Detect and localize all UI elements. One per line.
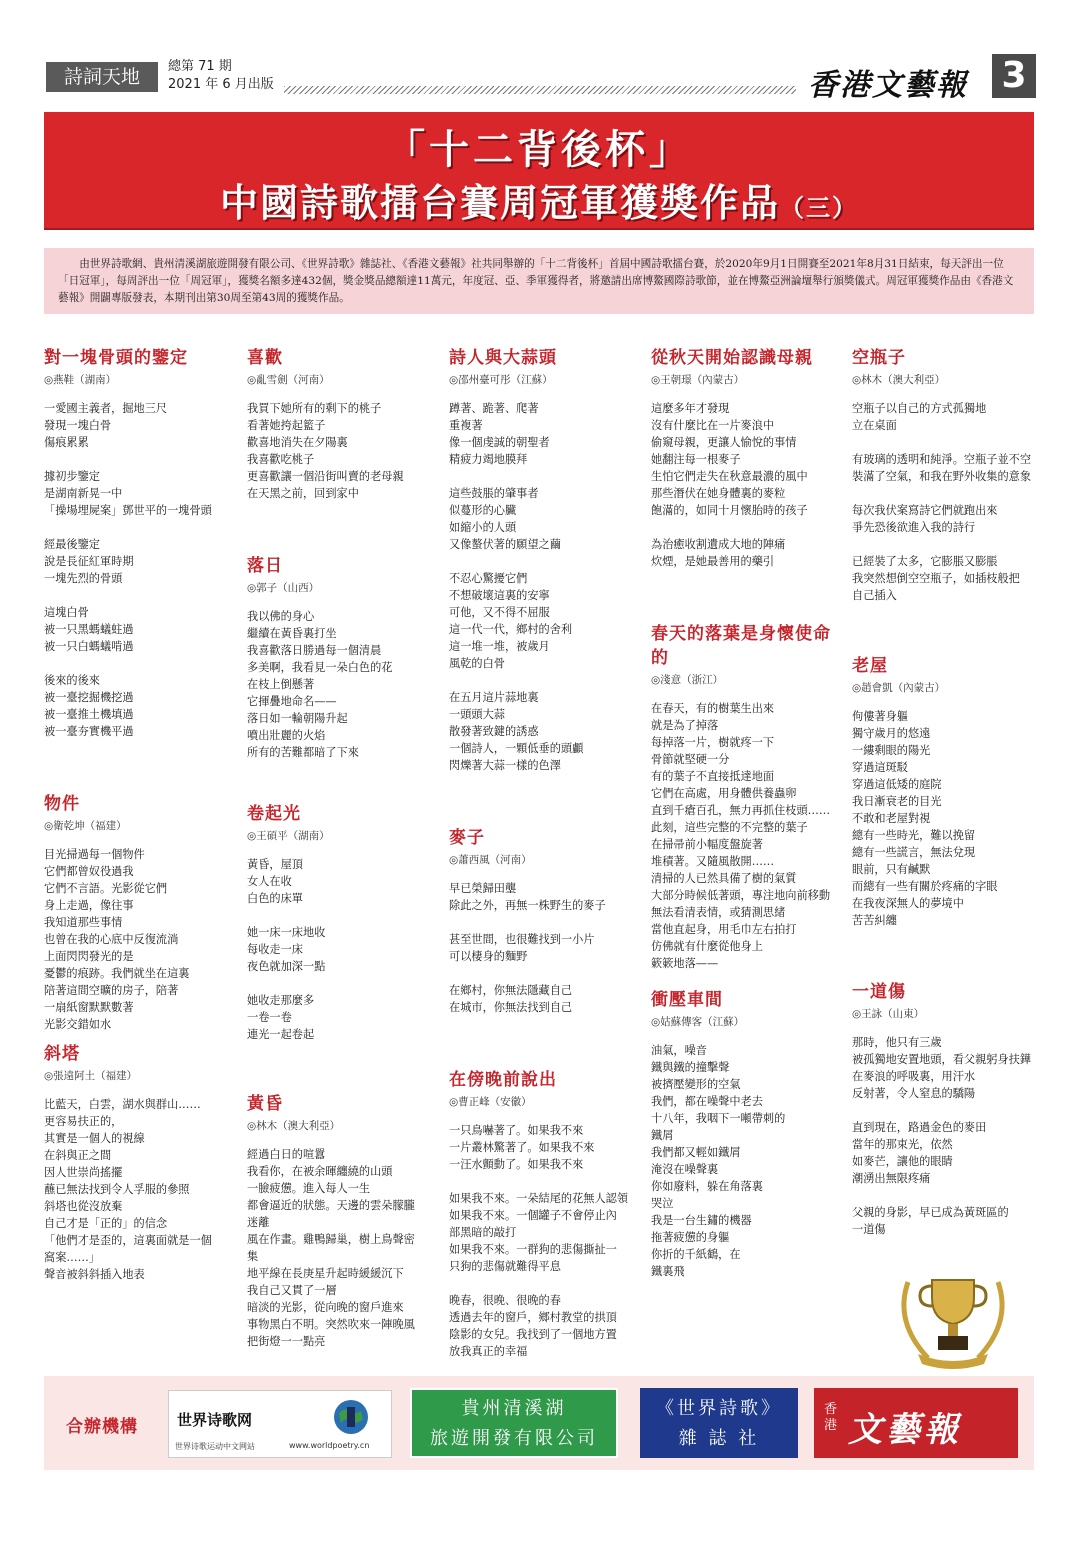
poem-line: 油氣，噪音 [651, 1044, 707, 1057]
poem-body [449, 1122, 635, 1360]
stanza-gap [852, 536, 1038, 553]
poem-line: 也曾在我的心底中反復流淌 [44, 933, 179, 946]
intro-paragraph: 由世界詩歌網、貴州清溪湖旅遊開發有限公司、《世界詩歌》雜誌社、《香港文藝報》社共同舉辦的「十二背後杯」首屆中國詩歌擂台賽，於2020年9月1日開賽至2021年8月31日結束，每天評出一位「日冠軍」，每周評出一位「周冠軍」，獲獎名額多達432個，獎金獎品總額達11萬元，年度冠、亞、季軍獲得者，將邀請出席博鰲國際詩歌節，並在博鰲亞洲論壇舉行頒獎儀式。周冠軍獲獎作品由《香港文藝報》開闢專版發表，本期刊出第30周至第43周的獲獎作品。 [44, 248, 1034, 314]
poem-line: 一道傷 [852, 1223, 886, 1236]
poem-line: 落日如一輪朝陽升起 [247, 712, 348, 725]
poem-line: 我日漸衰老的目光 [852, 795, 942, 808]
poem [852, 346, 1038, 604]
poem [651, 988, 837, 1280]
poem-line: 繼續在黃昏裏打坐 [247, 627, 337, 640]
poem-author: ◎邵州臺可彤（江蘇） [449, 374, 553, 386]
poem-line: 多美啊，我看見一朵白色的花 [247, 661, 393, 674]
poem-line: 我買下她所有的剩下的桃子 [247, 402, 382, 415]
poem-line: 又像螯伏著的願望之繭 [449, 538, 561, 551]
poem-line: 集 [247, 1250, 259, 1263]
poem-line: 每次我伏案寫詩它們就跑出來 [852, 504, 998, 517]
poem-line: 她一床一床地收 [247, 926, 326, 939]
poem [651, 622, 837, 972]
poem-line: 因人世崇尚搖擺 [44, 1166, 123, 1179]
poem [44, 346, 230, 740]
poem-title: 對一塊骨頭的鑒定 [44, 348, 188, 368]
poem-line: 爭先恐後欲進入我的詩行 [852, 521, 976, 534]
poem-line: 在掃帚前小幅度盤旋著 [651, 838, 763, 851]
poem-author: ◎衛乾坤（福建） [44, 820, 127, 832]
poem-line: 骨節就堅硬一分 [651, 753, 730, 766]
poem-title: 物件 [44, 794, 80, 814]
stanza-gap [449, 965, 635, 982]
stanza-gap [44, 519, 230, 536]
stanza-gap [449, 468, 635, 485]
poem-body [44, 400, 230, 740]
poem-line: 穿過這斑駁 [852, 761, 908, 774]
poem-title: 在傍晚前說出 [449, 1070, 557, 1090]
poem-line: 我喜歡落日勝過每一個清晨 [247, 644, 382, 657]
header-hatch-divider [284, 86, 796, 94]
poem-line: 我喜歡吃桃子 [247, 453, 315, 466]
issue-info [168, 58, 274, 94]
poem-line: 在城市，你無法找到自己 [449, 1001, 573, 1014]
poem-line: 此刻，這些完整的不完整的葉子 [651, 821, 808, 834]
org4-big: 文藝報 [848, 1410, 962, 1450]
poem-line: 這麼多年才發現 [651, 402, 730, 415]
newspaper-masthead: 香港文藝報 [808, 68, 968, 103]
poem-title: 麥子 [449, 828, 485, 848]
poem-line: 這一堆一堆，被歲月 [449, 640, 550, 653]
poem-line: 炊煙，是她最善用的藥引 [651, 555, 775, 568]
poem-line: 在枝上倒懸著 [247, 678, 315, 691]
globe-icon [329, 1397, 373, 1437]
poem-line: 其實是一個人的視線 [44, 1132, 145, 1145]
poem-title: 老屋 [852, 656, 888, 676]
poem-line: 堆積著。又隨風散開…… [651, 855, 775, 868]
poem-line: 清掃的人已然具備了樹的氣質 [651, 872, 797, 885]
poem-line: 在斜與正之間 [44, 1149, 112, 1162]
poem-line: 大部分時候低著頭，專注地向前移動 [651, 889, 831, 902]
stanza-gap [651, 519, 837, 536]
poem-title: 衝壓車間 [651, 990, 723, 1010]
poem-line: 一頭頭大蒜 [449, 708, 505, 721]
poem-line: 這塊白骨 [44, 606, 89, 619]
poem-line: 透過去年的窗戶，鄉村教堂的拱頂 [449, 1311, 617, 1324]
poem-author: ◎淺意（浙江） [651, 674, 724, 686]
poem-body [651, 700, 837, 972]
poem-line: 在春天，有的樹葉生出來 [651, 702, 775, 715]
poem-line: 我突然想倒空空瓶子，如插枝般把 [852, 572, 1020, 585]
poem-line: 裝滿了空氣，和我在野外收集的意象 [852, 470, 1032, 483]
poem-line: 立在桌面 [852, 419, 897, 432]
poem-line: 不敢和老屋對視 [852, 812, 931, 825]
poem-body [852, 708, 1038, 929]
poem-line: 斜塔也從沒放棄 [44, 1200, 123, 1213]
poem-line: 你如廢料，躲在角落裏 [651, 1180, 763, 1193]
poem-line: 總有一些時光，難以挽留 [852, 829, 976, 842]
poem-line: 生怕它們走失在秋意最濃的風中 [651, 470, 808, 483]
poem-line: 被一只白螞蟻啃過 [44, 640, 134, 653]
banner-subtitle-suffix: （三） [780, 193, 858, 222]
title-banner [44, 112, 1034, 230]
poem-line: 「他們才是歪的，這裏面就是一個 [44, 1234, 212, 1247]
poem-line: 有玻璃的透明和純淨。空瓶子並不空 [852, 453, 1032, 466]
poem-author: ◎王朝璟（內蒙古） [651, 374, 745, 386]
poem-line: 像一個虔誠的朝聖者 [449, 436, 550, 449]
poem-body [247, 856, 433, 1043]
poem-line: 我自己又貫了一層 [247, 1284, 337, 1297]
poem-line: 當年的那束光，依然 [852, 1138, 953, 1151]
org2-line1: 貴州清溪湖 [461, 1398, 567, 1419]
poem-body [852, 1034, 1038, 1238]
poem-title: 詩人與大蒜頭 [449, 348, 557, 368]
poem-line: 那時，他只有三歲 [852, 1036, 942, 1049]
poem-line: 鐵裏飛 [651, 1265, 685, 1278]
poem-line: 她翻注每一根麥子 [651, 453, 741, 466]
poem-line: 暗淡的光影，從向晚的窗戶進來 [247, 1301, 404, 1314]
poem-line: 偷窺母親，更讓人愉悅的事情 [651, 436, 797, 449]
poem-line: 是湖南新晃一中 [44, 487, 123, 500]
poem-line: 甚至世間，也很難找到一小片 [449, 933, 595, 946]
poem-line: 如果我不來。一個罐子不會停止內 [449, 1209, 617, 1222]
poem-line: 陪著這間空曠的房子，陪著 [44, 984, 179, 997]
stanza-gap [44, 655, 230, 672]
org1-url: www.worldpoetry.cn [289, 1441, 370, 1450]
logo-qingxi-lake [410, 1388, 618, 1458]
poem-line: 而總有一些有關於疼痛的字眼 [852, 880, 998, 893]
stanza-gap [852, 434, 1038, 451]
poem-author: ◎郭子（山西） [247, 582, 320, 594]
stanza-gap [449, 553, 635, 570]
trophy-icon [888, 1262, 1018, 1372]
poem-line: 十八年，我咽下一噸帶刺的 [651, 1112, 786, 1125]
stanza-gap [247, 907, 433, 924]
poem-line: 被一臺推土機填過 [44, 708, 134, 721]
poem-author: ◎趙會凱（內蒙古） [852, 682, 946, 694]
poem-line: 一卷一卷 [247, 1011, 292, 1024]
poem-line: 你折的千紙鶴，在 [651, 1248, 741, 1261]
poem-line: 如麥芒，讓他的眼睛 [852, 1155, 953, 1168]
poem-line: 為治癒收割遺成大地的陣痛 [651, 538, 786, 551]
poem-line: 一愛國主義者，掘地三尺 [44, 402, 168, 415]
poem [247, 554, 433, 761]
poem-line: 閃爍著大蒜一樣的色澤 [449, 759, 561, 772]
poem-line: 苦苦糾纏 [852, 914, 897, 927]
poem-line: 更容易扶正的， [44, 1115, 123, 1128]
poem-line: 直到現在，路過金色的麥田 [852, 1121, 987, 1134]
poem-line: 上面閃閃發光的是 [44, 950, 134, 963]
issue-date: 2021 年 6 月出版 [168, 77, 274, 92]
poem-line: 被孤獨地安置地頭，看父親躬身扶鏵 [852, 1053, 1032, 1066]
poem-title: 空瓶子 [852, 348, 906, 368]
poem-line: 仿佛就有什麼從他身上 [651, 940, 763, 953]
poem-title: 喜歡 [247, 348, 283, 368]
poem-line: 如果我不來。一群狗的悲傷撕扯一 [449, 1243, 617, 1256]
poem-line: 它們不言語。光影從它們 [44, 882, 168, 895]
poem-line: 它們在高處，用身體供養蟲卵 [651, 787, 797, 800]
poem-line: 目光掃過每一個物件 [44, 848, 145, 861]
poem-line: 女人在收 [247, 875, 292, 888]
org1-sub: 世界诗歌运动中文网站 [175, 1442, 255, 1451]
poem-line: 就是為了掉落 [651, 719, 719, 732]
poem-line: 被擠壓變形的空氣 [651, 1078, 741, 1091]
poem-body [651, 400, 837, 570]
poem-body [852, 400, 1038, 604]
poem-line: 獨守歲月的悠遠 [852, 727, 931, 740]
poem-line: 憂鬱的痕跡。我們就坐在這裏 [44, 967, 190, 980]
poem-line: 在我夜深無人的夢境中 [852, 897, 964, 910]
poem-title: 黃昏 [247, 1094, 283, 1114]
poem-body [247, 608, 433, 761]
poem-line: 我們，都在噪聲中老去 [651, 1095, 763, 1108]
poem-line: 佝僂著身軀 [852, 710, 908, 723]
poem-line: 放我真正的幸福 [449, 1345, 528, 1358]
poem-line: 噴出壯麗的火焰 [247, 729, 326, 742]
poem-line: 把街燈一一點亮 [247, 1335, 326, 1348]
poem-line: 身上走過，像往事 [44, 899, 134, 912]
poem-line: 穿過這低矮的庭院 [852, 778, 942, 791]
poem-line: 自己才是「正的」的信念 [44, 1217, 168, 1230]
poem-line: 我們都又輕如鐵屑 [651, 1146, 741, 1159]
poem-line: 連光一起卷起 [247, 1028, 315, 1041]
poem-line: 光影交錯如水 [44, 1018, 112, 1031]
stanza-gap [247, 975, 433, 992]
poem-line: 在麥浪的呼吸裏，用汗水 [852, 1070, 976, 1083]
poem-line: 當他直起身，用毛巾左右拍打 [651, 923, 797, 936]
poem-line: 那些潛伏在她身體裏的麥粒 [651, 487, 786, 500]
poem-line: 我知道那些事情 [44, 916, 123, 929]
poem-body [44, 1096, 230, 1283]
poem-line: 我以佛的身心 [247, 610, 315, 623]
poem-body [651, 1042, 837, 1280]
stanza-gap [852, 1187, 1038, 1204]
poem [449, 826, 635, 1016]
stanza-gap [449, 1275, 635, 1292]
poem-line: 如縮小的人頭 [449, 521, 517, 534]
stanza-gap [449, 672, 635, 689]
poem-line: 我看你，在被余暉纏繞的山頭 [247, 1165, 393, 1178]
poem-line: 窩案……」 [44, 1251, 100, 1264]
poem [852, 980, 1038, 1238]
poem-line: 淹沒在噪聲裏 [651, 1163, 719, 1176]
poem-line: 一縷剩眼的陽光 [852, 744, 931, 757]
poem-line: 可他，又不得不屈服 [449, 606, 550, 619]
poem [651, 346, 837, 570]
stanza-gap [449, 1173, 635, 1190]
poem-line: 父親的身影，早已成為黃斑區的 [852, 1206, 1009, 1219]
poem-line: 不想破壞這裏的安寧 [449, 589, 550, 602]
poem-title: 一道傷 [852, 982, 906, 1002]
poem-line: 在五月這片蒜地裏 [449, 691, 539, 704]
logo-world-poetry-magazine [640, 1388, 798, 1458]
poem-body [449, 400, 635, 774]
poem-title: 斜塔 [44, 1044, 80, 1064]
poem-line: 在天黑之前，回到家中 [247, 487, 359, 500]
poem-line: 黃昏，屋頂 [247, 858, 303, 871]
poem-line: 夜色就加深一點 [247, 960, 326, 973]
poem-line: 迷離 [247, 1216, 270, 1229]
poem-line: 更喜歡讓一個沿街叫賣的老母親 [247, 470, 404, 483]
poem-line: 部黑暗的敲打 [449, 1226, 517, 1239]
poem-line: 鐵與鐵的撞擊聲 [651, 1061, 730, 1074]
poem-line: 鐵屑 [651, 1129, 674, 1142]
poem-line: 只狗的悲傷就難得平息 [449, 1260, 561, 1273]
poem-line: 一扇紙窗默默數著 [44, 1001, 134, 1014]
poem-line: 被一臺夯實機平過 [44, 725, 134, 738]
banner-subtitle-main: 中國詩歌擂台賽周冠軍獲獎作品 [219, 180, 780, 225]
poem-title: 落日 [247, 556, 283, 576]
poem-line: 眼前，只有鹹默 [852, 863, 931, 876]
co-organizers-bar [44, 1376, 1034, 1470]
poem-line: 陰影的女兒。我找到了一個地方置 [449, 1328, 617, 1341]
poem-author: ◎燕鞋（湖南） [44, 374, 117, 386]
poem-line: 可以棲身的麵野 [449, 950, 528, 963]
poem-line: 地平線在長庚星升起時緩緩沉下 [247, 1267, 404, 1280]
poem-author: ◎林木（澳大利亞） [247, 1120, 341, 1132]
poem-line: 一只鳥嚇著了。如果我不來 [449, 1124, 584, 1137]
poem-line: 這一代一代，鄉村的舍利 [449, 623, 573, 636]
page-header [0, 0, 1080, 108]
poem-line: 經最後鑒定 [44, 538, 100, 551]
poem-line: 總有一些謊言，無法兌現 [852, 846, 976, 859]
poem-line: 飽滿的，如同十月懷胎時的孩子 [651, 504, 808, 517]
poem-author: ◎姑蘇傳客（江蘇） [651, 1016, 745, 1028]
poem-line: 簌簌地落—— [651, 957, 719, 970]
poem-line: 不忍心驚擾它們 [449, 572, 528, 585]
poem-line: 自己插入 [852, 589, 897, 602]
poem-line: 聲音被斜斜插入地表 [44, 1268, 145, 1281]
poem [449, 1068, 635, 1360]
poem-author: ◎亂雪劍（河南） [247, 374, 330, 386]
poem-body [247, 1146, 433, 1350]
poem-line: 「操場埋屍案」鄧世平的一塊骨頭 [44, 504, 212, 517]
poem-title: 卷起光 [247, 804, 301, 824]
poem [449, 346, 635, 774]
poem-line: 據初步鑒定 [44, 470, 100, 483]
poem-title: 從秋天開始認識母親 [651, 348, 813, 368]
poem-line: 散發著致鍵的誘惑 [449, 725, 539, 738]
poem [44, 792, 230, 1033]
poem-line: 後來的後來 [44, 674, 100, 687]
banner-title: 「十二背後杯」 [385, 126, 693, 173]
poem-line: 事物黑白不明。突然吹來一陣晚風 [247, 1318, 415, 1331]
org3-line2: 雜 誌 社 [678, 1428, 760, 1449]
poem-line: 她收走那麼多 [247, 994, 315, 1007]
poem-line: 一汪水顫動了。如果我不來 [449, 1158, 584, 1171]
poem-line: 看著她挎起籃子 [247, 419, 326, 432]
poem-line: 被一只黑螞蟻蛀過 [44, 623, 134, 636]
banner-subtitle [44, 172, 1034, 227]
poem-line: 每掉落一片，樹就疼一下 [651, 736, 775, 749]
poem-line: 潮湧出無限疼痛 [852, 1172, 931, 1185]
poem-line: 比藍天，白雲，湖水與群山…… [44, 1098, 201, 1111]
poem-line: 所有的苦難都暗了下來 [247, 746, 359, 759]
poem-line: 除此之外，再無一株野生的麥子 [449, 899, 606, 912]
poem-line: 早已榮歸田壟 [449, 882, 517, 895]
poem-line: 經過白日的喧囂 [247, 1148, 326, 1161]
stanza-gap [44, 451, 230, 468]
poem-line: 如果我不來。一朵結尾的花無人認領 [449, 1192, 629, 1205]
stanza-gap [852, 1102, 1038, 1119]
poem-line: 我是一台生鏽的機器 [651, 1214, 752, 1227]
poem-line: 空瓶子以自己的方式孤獨地 [852, 402, 987, 415]
poem-line: 拖著疲憊的身軀 [651, 1231, 730, 1244]
poem-line: 傷痕累累 [44, 436, 89, 449]
poem-line: 每收走一床 [247, 943, 303, 956]
poem [247, 346, 433, 502]
poem-line: 一個詩人，一顆低垂的頭顱 [449, 742, 584, 755]
poem-line: 這些鼓脹的肇事者 [449, 487, 539, 500]
poem-author: ◎王詠（山東） [852, 1008, 925, 1020]
poem-line: 反射著，令人窒息的驕陽 [852, 1087, 976, 1100]
poem-line: 一片叢林驚著了。如果我不來 [449, 1141, 595, 1154]
logo-worldpoetry [168, 1390, 392, 1458]
poem-line: 風乾的白骨 [449, 657, 505, 670]
org1-name: 世界诗歌网 [177, 1411, 253, 1429]
poem-body [44, 846, 230, 1033]
poem-line: 都會逼近的狀態。天邊的雲朵朦朧 [247, 1199, 415, 1212]
poem-author: ◎蕭西風（河南） [449, 854, 532, 866]
poem [44, 1042, 230, 1283]
poem [247, 1092, 433, 1350]
stanza-gap [449, 914, 635, 931]
org2-line2: 旅遊開發有限公司 [430, 1428, 598, 1449]
poem-line: 在鄉村，你無法隱藏自己 [449, 984, 573, 997]
poem-line: 晚春，很晚、很晚的春 [449, 1294, 561, 1307]
poem-line: 風在作畫。雞鴨歸巢，樹上鳥聲密 [247, 1233, 415, 1246]
poem-title: 春天的落葉是身懷使命的 [651, 624, 831, 668]
poem-line: 一臉疲憊。進入每人一生 [247, 1182, 371, 1195]
poem-line: 已經裝了太多，它膨脹又膨脹 [852, 555, 998, 568]
poem-line: 被一臺挖掘機挖過 [44, 691, 134, 704]
poem-line: 它們都曾奴役過我 [44, 865, 134, 878]
poem-line: 有的葉子不直接抵達地面 [651, 770, 775, 783]
org4-small: 香港 [824, 1402, 838, 1433]
poem-line: 白色的床單 [247, 892, 303, 905]
stanza-gap [44, 587, 230, 604]
poem-line: 直到千瘡百孔，無力再抓住枝頭…… [651, 804, 831, 817]
poem-line: 它揮疊地命名—— [247, 695, 337, 708]
poem-line: 發現一塊白骨 [44, 419, 112, 432]
poem-line: 說是長征紅軍時期 [44, 555, 134, 568]
poem-line: 歡喜地消失在夕陽裏 [247, 436, 348, 449]
poem-author: ◎曹正峰（安徽） [449, 1096, 532, 1108]
poem-author: ◎王碩平（湖南） [247, 830, 330, 842]
page-number: 3 [992, 54, 1036, 98]
poem-line: 蘸已無法找到令人孚服的參照 [44, 1183, 190, 1196]
poem-line: 蹲著、跪著、爬著 [449, 402, 539, 415]
co-organizers-label: 合辦機構 [66, 1417, 138, 1437]
poem-line: 哭泣 [651, 1197, 674, 1210]
poem-line: 精疲力竭地膜拜 [449, 453, 528, 466]
logo-hk-literature-paper [814, 1388, 1018, 1458]
poem-line: 似蔓形的心臟 [449, 504, 517, 517]
issue-number: 總第 71 期 [168, 59, 232, 74]
poem-line: 無法看清表情，或猜測思緒 [651, 906, 786, 919]
poem-line: 一塊先烈的骨頭 [44, 572, 123, 585]
poem-author: ◎林木（澳大利亞） [852, 374, 946, 386]
poem-body [247, 400, 433, 502]
stanza-gap [852, 485, 1038, 502]
poem [247, 802, 433, 1043]
poem-line: 沒有什麼比在一片麥浪中 [651, 419, 775, 432]
poem-author: ◎張遠阿土（福建） [44, 1070, 138, 1082]
poem [852, 654, 1038, 929]
org3-line1: 《世界詩歌》 [656, 1398, 782, 1419]
poem-body [449, 880, 635, 1016]
section-tag: 詩詞天地 [46, 62, 158, 92]
poem-line: 重複著 [449, 419, 483, 432]
